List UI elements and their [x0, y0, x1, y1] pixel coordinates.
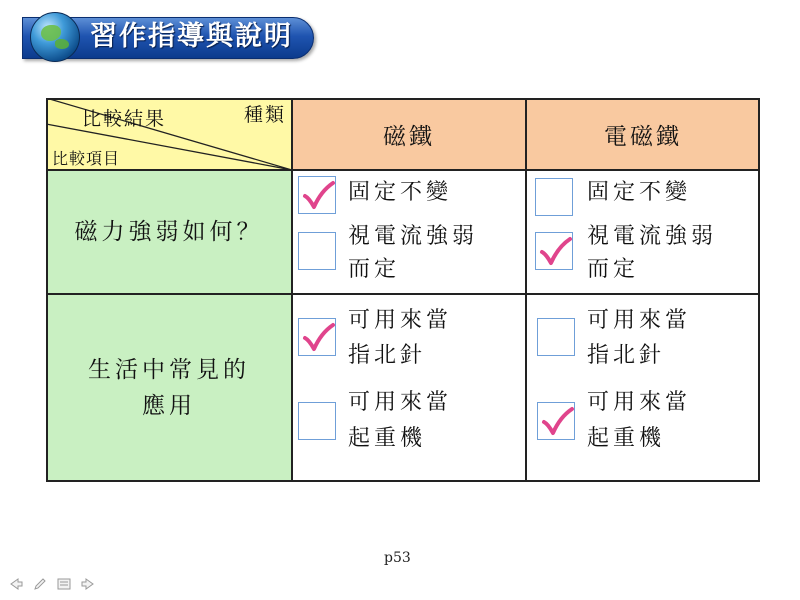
- checkbox[interactable]: [298, 176, 336, 214]
- checkbox[interactable]: [535, 178, 573, 216]
- checkbox[interactable]: [537, 318, 575, 356]
- corner-label-item: 比較項目: [52, 149, 121, 168]
- table-border: [46, 98, 760, 100]
- check-mark-icon: [299, 319, 337, 357]
- option-text: 可用來當: [587, 308, 692, 333]
- slide-navigation: [8, 577, 96, 591]
- row-label-text: 磁力強弱如何？: [74, 219, 264, 245]
- globe-icon: [30, 12, 80, 62]
- check-mark-icon: [299, 177, 337, 215]
- table-divider: [525, 98, 527, 482]
- table-border: [46, 480, 760, 482]
- comparison-table: [46, 98, 760, 482]
- option-text: 可用來當: [348, 390, 453, 415]
- title-banner: [0, 12, 320, 62]
- check-mark-icon: [536, 233, 574, 271]
- table-border: [46, 98, 48, 482]
- table-divider: [46, 293, 760, 295]
- checkbox[interactable]: [535, 232, 573, 270]
- option-text: 視電流強弱: [587, 224, 718, 249]
- checkbox[interactable]: [298, 318, 336, 356]
- corner-label-type: 種類: [243, 104, 286, 126]
- option-text: 而定: [587, 257, 640, 282]
- column-header-magnet: 磁鐵: [292, 98, 526, 170]
- option-text: 固定不變: [587, 180, 692, 205]
- check-mark-icon: [538, 403, 576, 441]
- option-text: 指北針: [587, 343, 666, 368]
- row-label-text: 應用: [142, 393, 196, 419]
- option-text: 起重機: [348, 426, 427, 451]
- arrow-left-icon[interactable]: [8, 577, 24, 591]
- page-title: 習作指導與說明: [90, 21, 293, 52]
- option-text: 固定不變: [348, 180, 453, 205]
- table-border: [758, 98, 760, 482]
- row-label-strength: [46, 170, 292, 294]
- option-text: 起重機: [587, 426, 666, 451]
- checkbox[interactable]: [298, 232, 336, 270]
- arrow-right-icon[interactable]: [80, 577, 96, 591]
- option-text: 而定: [348, 257, 401, 282]
- row-label-text: 生活中常見的: [88, 357, 250, 383]
- checkbox[interactable]: [298, 402, 336, 440]
- checkbox[interactable]: [537, 402, 575, 440]
- option-text: 視電流強弱: [348, 224, 479, 249]
- menu-icon[interactable]: [56, 577, 72, 591]
- option-text: 可用來當: [587, 390, 692, 415]
- page-number: p53: [384, 550, 411, 566]
- corner-header-cell: [46, 98, 292, 170]
- table-divider: [46, 169, 760, 171]
- corner-label-result: 比較結果: [82, 108, 167, 130]
- row-label-application: [46, 294, 292, 482]
- column-header-electromagnet: 電磁鐵: [526, 98, 760, 170]
- pen-icon[interactable]: [32, 577, 48, 591]
- option-text: 指北針: [348, 343, 427, 368]
- option-text: 可用來當: [348, 308, 453, 333]
- table-divider: [291, 98, 293, 482]
